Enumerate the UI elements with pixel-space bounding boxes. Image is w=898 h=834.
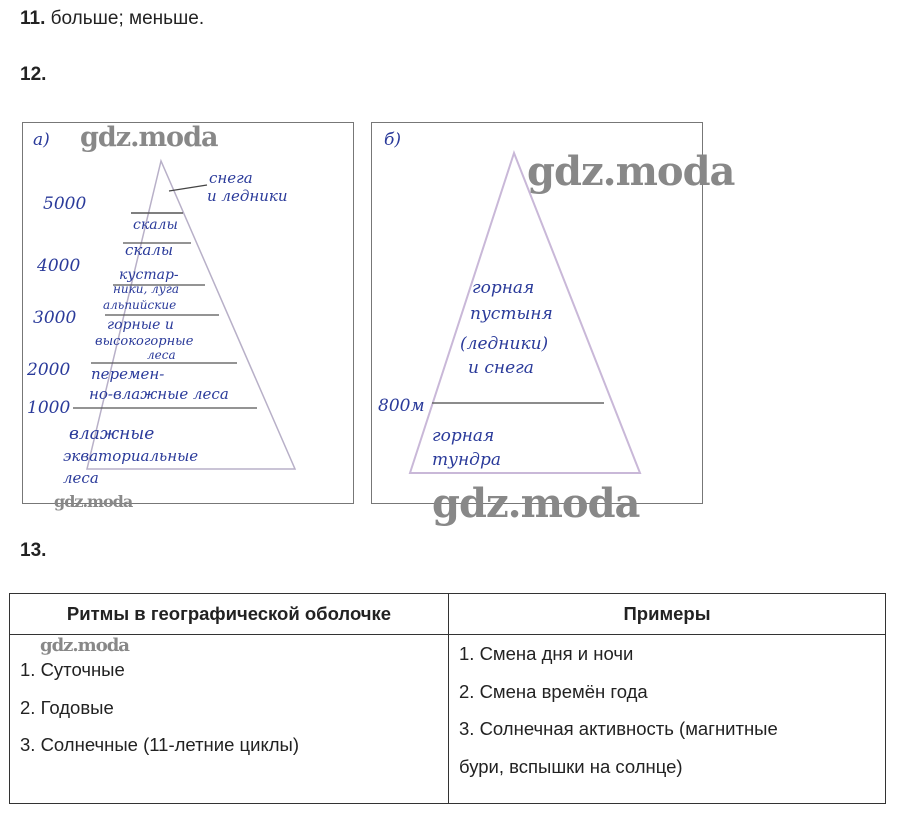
zone-b-desert-4: и снега — [468, 358, 534, 378]
watermark-3: gdz.moda — [54, 492, 133, 511]
altitude-a-2: 4000 — [37, 256, 81, 276]
answer-11 — [20, 8, 204, 30]
zone-a-shrubs-2: ники, луга — [113, 282, 179, 296]
altitude-b-1: 800м — [378, 396, 425, 416]
zone-b-desert-1: горная — [472, 278, 535, 298]
zone-a-shrubs-3: альпийские — [103, 298, 177, 312]
diagram-a-svg — [23, 123, 353, 503]
zone-a-forest-2: высокогорные — [95, 334, 194, 349]
zone-a-snow-2: и ледники — [207, 187, 288, 205]
altitude-a-3: 3000 — [33, 308, 77, 328]
panel-b-label: б) — [384, 130, 402, 150]
rhythm-item-1: 1. Суточные — [20, 659, 125, 680]
table-header-examples: Примеры — [449, 594, 886, 635]
zone-a-forest-3: леса — [147, 348, 176, 362]
zone-a-equatorial-2: экваториальные — [63, 447, 199, 465]
altitude-a-1: 5000 — [43, 194, 87, 214]
rhythm-item-3: 3. Солнечные (11-летние циклы) — [20, 734, 300, 755]
zone-a-forest-1: горные и — [107, 317, 174, 333]
diagram-a-panel — [22, 122, 354, 504]
watermark-1: gdz.moda — [80, 122, 218, 153]
answer-13-number: 13. — [20, 540, 47, 561]
watermark-2: gdz.moda — [527, 148, 735, 195]
zone-b-tundra-2: тундра — [432, 450, 501, 470]
altitude-a-4: 2000 — [27, 360, 71, 380]
zone-b-desert-3: (ледники) — [460, 334, 549, 354]
table-cell-examples — [449, 635, 886, 804]
example-item-2: 2. Смена времён года — [459, 680, 648, 702]
table-cell-rhythms — [10, 635, 449, 804]
zone-a-snow-1: снега — [209, 169, 253, 187]
altitude-a-5: 1000 — [27, 398, 71, 418]
example-item-3: 3. Солнечная активность (магнитные — [459, 718, 778, 739]
example-item-1: 1. Смена дня и ночи — [459, 643, 634, 664]
zone-a-variable-2: но-влажные леса — [89, 385, 229, 403]
zone-b-tundra-1: горная — [432, 426, 495, 446]
answer-11-text: больше; меньше. — [45, 8, 205, 29]
rhythm-item-2: 2. Годовые — [20, 696, 114, 718]
watermark-5: gdz.moda — [40, 635, 129, 656]
zone-a-variable-1: перемен- — [91, 365, 165, 383]
watermark-4: gdz.moda — [432, 480, 640, 527]
table-header-row — [10, 594, 886, 635]
table-header-rhythms: Ритмы в географической оболочке — [10, 594, 449, 635]
zone-b-desert-2: пустыня — [470, 304, 553, 324]
zone-a-rocks-2: скалы — [125, 241, 174, 259]
zone-a-rocks-1: скалы — [133, 217, 178, 233]
zone-a-equatorial-1: влажные — [69, 424, 155, 444]
answer-11-number: 11. — [20, 8, 46, 29]
zone-a-shrubs-1: кустар- — [119, 267, 179, 283]
answer-12-number: 12. — [20, 64, 47, 85]
rhythms-table — [9, 593, 886, 804]
example-item-3-cont: бури, вспышки на солнце) — [459, 755, 683, 777]
table-row — [10, 635, 886, 804]
panel-a-label: а) — [33, 130, 50, 150]
zone-a-equatorial-3: леса — [63, 469, 99, 487]
